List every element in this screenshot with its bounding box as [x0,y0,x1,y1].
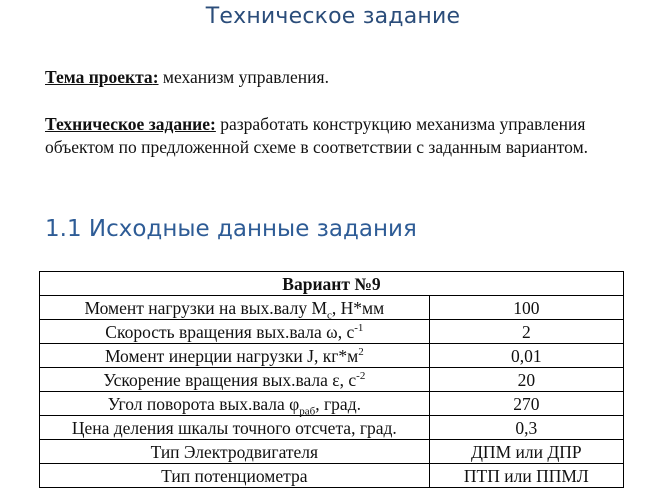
project-topic-text: механизм управления. [158,67,329,87]
table-row [40,368,624,392]
table-row [40,416,624,440]
variant-header: Вариант №9 [40,272,624,296]
technical-task-label: Техническое задание [45,114,211,134]
param-value: ДПМ или ДПР [429,440,623,464]
section-heading: 1.1 Исходные данные задания [45,216,417,242]
table-row [40,344,624,368]
param-value: 20 [429,368,623,392]
param-label: Скорость вращения вых.вала ω, $с^{-1}$ [40,320,430,344]
table-row [40,392,624,416]
param-label: Момент инерции нагрузки J, $кг*м^2$ [40,344,430,368]
param-label: Тип Электродвигателя [40,440,430,464]
param-value: 2 [429,320,623,344]
table-row [40,320,624,344]
param-value: ПТП или ППМЛ [429,464,623,488]
technical-task-colon: : [210,114,216,134]
table-row [40,440,624,464]
table-row [40,464,624,488]
param-label: Угол поворота вых.вала $\varphi_{раб}$, град. [40,392,430,416]
param-label: Момент нагрузки на вых.валу $M_c$, Н*мм [40,296,430,320]
technical-task-paragraph [45,113,645,159]
param-value: 0,01 [429,344,623,368]
project-topic-colon: : [152,67,159,87]
param-value: 270 [429,392,623,416]
table-row [40,296,624,320]
technical-task-text: разработать конструкцию механизма управления объектом по предложенной схеме в соответствии с заданным вариантом. [45,114,589,157]
table-header-row [40,272,624,296]
param-label: Ускорение вращения вых.вала ε, $с^{-2}$ [40,368,430,392]
project-topic-paragraph [45,66,645,89]
param-label: Цена деления шкалы точного отсчета, град. [40,416,430,440]
initial-data-table [39,271,624,488]
param-value: 100 [429,296,623,320]
param-value: 0,3 [429,416,623,440]
param-label: Тип потенциометра [40,464,430,488]
document-title: Техническое задание [205,4,461,29]
project-topic-label: Тема проекта [45,67,153,87]
